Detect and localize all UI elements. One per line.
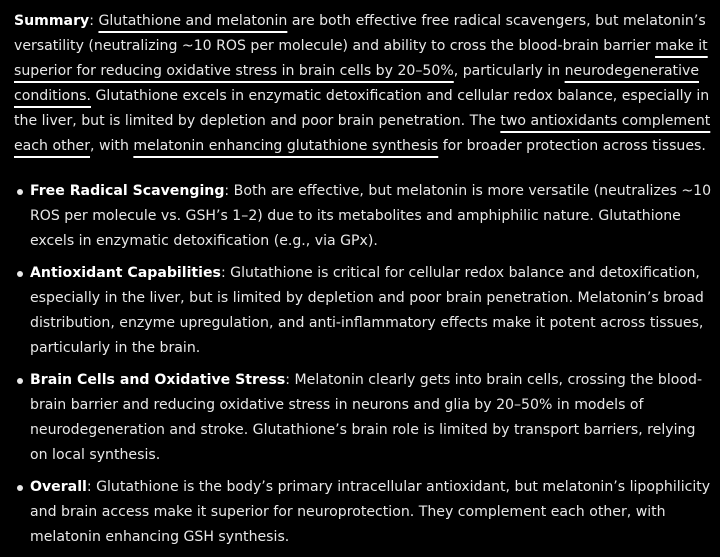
bullet-item-free-radical-scavenging: [14, 179, 714, 254]
summary-text: [14, 13, 710, 154]
summary-segment: Glutathione excels in enzymatic detoxification and cellular redox balance, especially in the liver, but is limited by depletion and poor brain penetration. The: [14, 88, 710, 129]
bullet-body: : Both are effective, but melatonin is more versatile (neutralizes ~10 ROS per molecule vs. GSH’s 1–2) due to its metabolites and amphiphilic nature. Glutathione excels in enzymatic detoxification (e.g., via GPx).: [30, 183, 712, 249]
bullet-item-antioxidant-capabilities: [14, 261, 714, 361]
summary-highlight: Glutathione and melatonin: [98, 13, 288, 29]
bullet-item-overall: [14, 475, 714, 550]
bullet-title: Overall: [30, 479, 87, 495]
summary-segment: , particularly in: [453, 63, 565, 79]
summary-segment: :: [89, 13, 99, 29]
bullet-title: Antioxidant Capabilities: [30, 265, 221, 281]
summary-highlight: neurodegenerative conditions.: [14, 63, 699, 104]
bullet-body: : Glutathione is the body’s primary intracellular antioxidant, but melatonin’s lipophilicity and brain access make it superior for neuroprotection. They complement each other, with melatonin enhancing GSH synthesis.: [30, 479, 711, 545]
summary-label: Summary: [14, 13, 90, 29]
bullet-dot-icon: [17, 271, 23, 277]
summary-segment: are both effective free radical scavengers, but melatonin’s versatility (neutralizing ~10 ROS per molecule) and ability to cross the blood-brain barrier: [14, 13, 706, 54]
summary-segment: , with: [90, 138, 134, 154]
bullet-body: : Glutathione is critical for cellular redox balance and detoxification, especially in the liver, but is limited by depletion and poor brain penetration. Melatonin’s broad distribution, enzyme upregulation, and anti-inflammatory effects make it potent across tissues, particularly in the brain.: [30, 265, 704, 356]
summary-highlight: make it superior for reducing oxidative stress in brain cells by 20–50%: [14, 38, 708, 79]
bullet-title: Brain Cells and Oxidative Stress: [30, 372, 286, 388]
bullet-title: Free Radical Scavenging: [30, 183, 225, 199]
bullet-item-brain-cells: [14, 368, 714, 468]
response-content: [14, 9, 714, 545]
summary-highlight: two antioxidants complement each other: [14, 113, 711, 154]
bullet-dot-icon: [17, 378, 23, 384]
summary-highlight: melatonin enhancing glutathione synthesis: [133, 138, 439, 154]
bullet-list: [14, 179, 714, 557]
bullet-dot-icon: [17, 485, 23, 491]
bullet-body: : Melatonin clearly gets into brain cells, crossing the blood-brain barrier and reducing oxidative stress in neurons and glia by 20–50% in models of neurodegeneration and stroke. Glutathione’s brain role is limited by transport barriers, relying on local synthesis.: [30, 372, 703, 463]
summary-segment: for broader protection across tissues.: [438, 138, 706, 154]
bullet-dot-icon: [17, 189, 23, 195]
summary-paragraph: [14, 9, 714, 159]
